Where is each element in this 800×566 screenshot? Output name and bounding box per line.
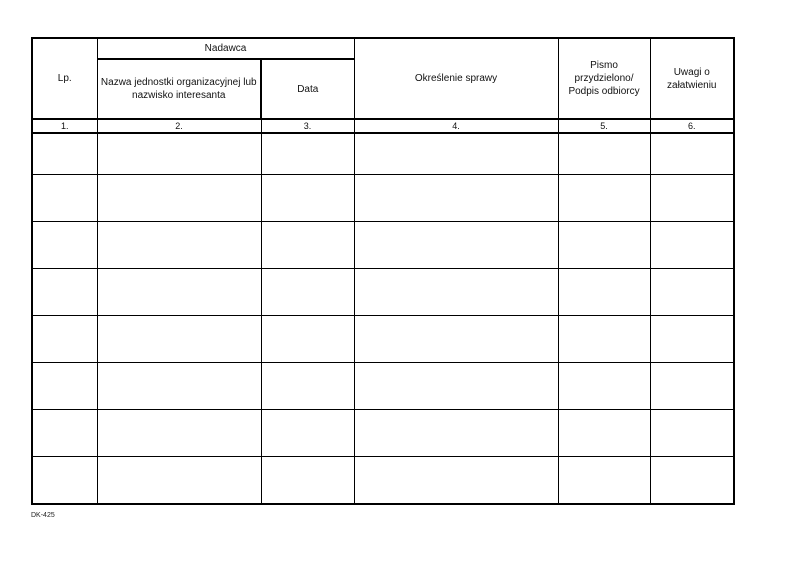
cell-date[interactable] — [261, 133, 354, 175]
cell-date[interactable] — [261, 222, 354, 269]
cell-subject[interactable] — [354, 269, 558, 316]
column-number: 4. — [354, 119, 558, 133]
cell-subject[interactable] — [354, 222, 558, 269]
cell-lp[interactable] — [32, 316, 97, 363]
cell-assigned[interactable] — [558, 363, 650, 410]
header-subject: Określenie sprawy — [354, 38, 558, 119]
cell-remarks[interactable] — [650, 222, 734, 269]
cell-assigned[interactable] — [558, 175, 650, 222]
cell-sender-name[interactable] — [97, 222, 261, 269]
cell-assigned[interactable] — [558, 410, 650, 457]
cell-date[interactable] — [261, 175, 354, 222]
cell-date[interactable] — [261, 316, 354, 363]
register-form-table — [31, 37, 735, 505]
cell-subject[interactable] — [354, 175, 558, 222]
table-row — [32, 363, 734, 410]
cell-remarks[interactable] — [650, 457, 734, 505]
cell-date[interactable] — [261, 410, 354, 457]
table-row — [32, 316, 734, 363]
cell-lp[interactable] — [32, 363, 97, 410]
form-code: DK-425 — [31, 512, 55, 519]
column-number: 5. — [558, 119, 650, 133]
cell-subject[interactable] — [354, 133, 558, 175]
cell-assigned[interactable] — [558, 269, 650, 316]
cell-sender-name[interactable] — [97, 133, 261, 175]
cell-date[interactable] — [261, 269, 354, 316]
cell-remarks[interactable] — [650, 175, 734, 222]
cell-sender-name[interactable] — [97, 269, 261, 316]
column-number: 3. — [261, 119, 354, 133]
cell-sender-name[interactable] — [97, 457, 261, 505]
cell-sender-name[interactable] — [97, 410, 261, 457]
cell-sender-name[interactable] — [97, 316, 261, 363]
header-remarks: Uwagi o załatwieniu — [650, 38, 734, 119]
cell-remarks[interactable] — [650, 316, 734, 363]
cell-lp[interactable] — [32, 175, 97, 222]
column-number: 1. — [32, 119, 97, 133]
cell-lp[interactable] — [32, 457, 97, 505]
cell-assigned[interactable] — [558, 222, 650, 269]
header-date: Data — [261, 59, 354, 119]
table-row — [32, 175, 734, 222]
cell-subject[interactable] — [354, 457, 558, 505]
cell-assigned[interactable] — [558, 457, 650, 505]
cell-remarks[interactable] — [650, 269, 734, 316]
cell-remarks[interactable] — [650, 363, 734, 410]
cell-subject[interactable] — [354, 410, 558, 457]
table-row — [32, 222, 734, 269]
column-number: 6. — [650, 119, 734, 133]
cell-date[interactable] — [261, 457, 354, 505]
cell-remarks[interactable] — [650, 410, 734, 457]
header-sender-group: Nadawca — [97, 38, 354, 59]
table-row — [32, 133, 734, 175]
cell-assigned[interactable] — [558, 316, 650, 363]
header-sender-name: Nazwa jednostki organizacyjnej lub nazwisko interesanta — [97, 59, 261, 119]
cell-sender-name[interactable] — [97, 175, 261, 222]
cell-lp[interactable] — [32, 133, 97, 175]
table-row — [32, 269, 734, 316]
cell-subject[interactable] — [354, 316, 558, 363]
cell-lp[interactable] — [32, 410, 97, 457]
cell-assigned[interactable] — [558, 133, 650, 175]
cell-date[interactable] — [261, 363, 354, 410]
table-row — [32, 410, 734, 457]
column-number: 2. — [97, 119, 261, 133]
table-row — [32, 457, 734, 505]
cell-subject[interactable] — [354, 363, 558, 410]
cell-lp[interactable] — [32, 222, 97, 269]
cell-sender-name[interactable] — [97, 363, 261, 410]
cell-remarks[interactable] — [650, 133, 734, 175]
header-lp: Lp. — [32, 38, 97, 119]
cell-lp[interactable] — [32, 269, 97, 316]
header-assigned: Pismo przydzielono/ Podpis odbiorcy — [558, 38, 650, 119]
